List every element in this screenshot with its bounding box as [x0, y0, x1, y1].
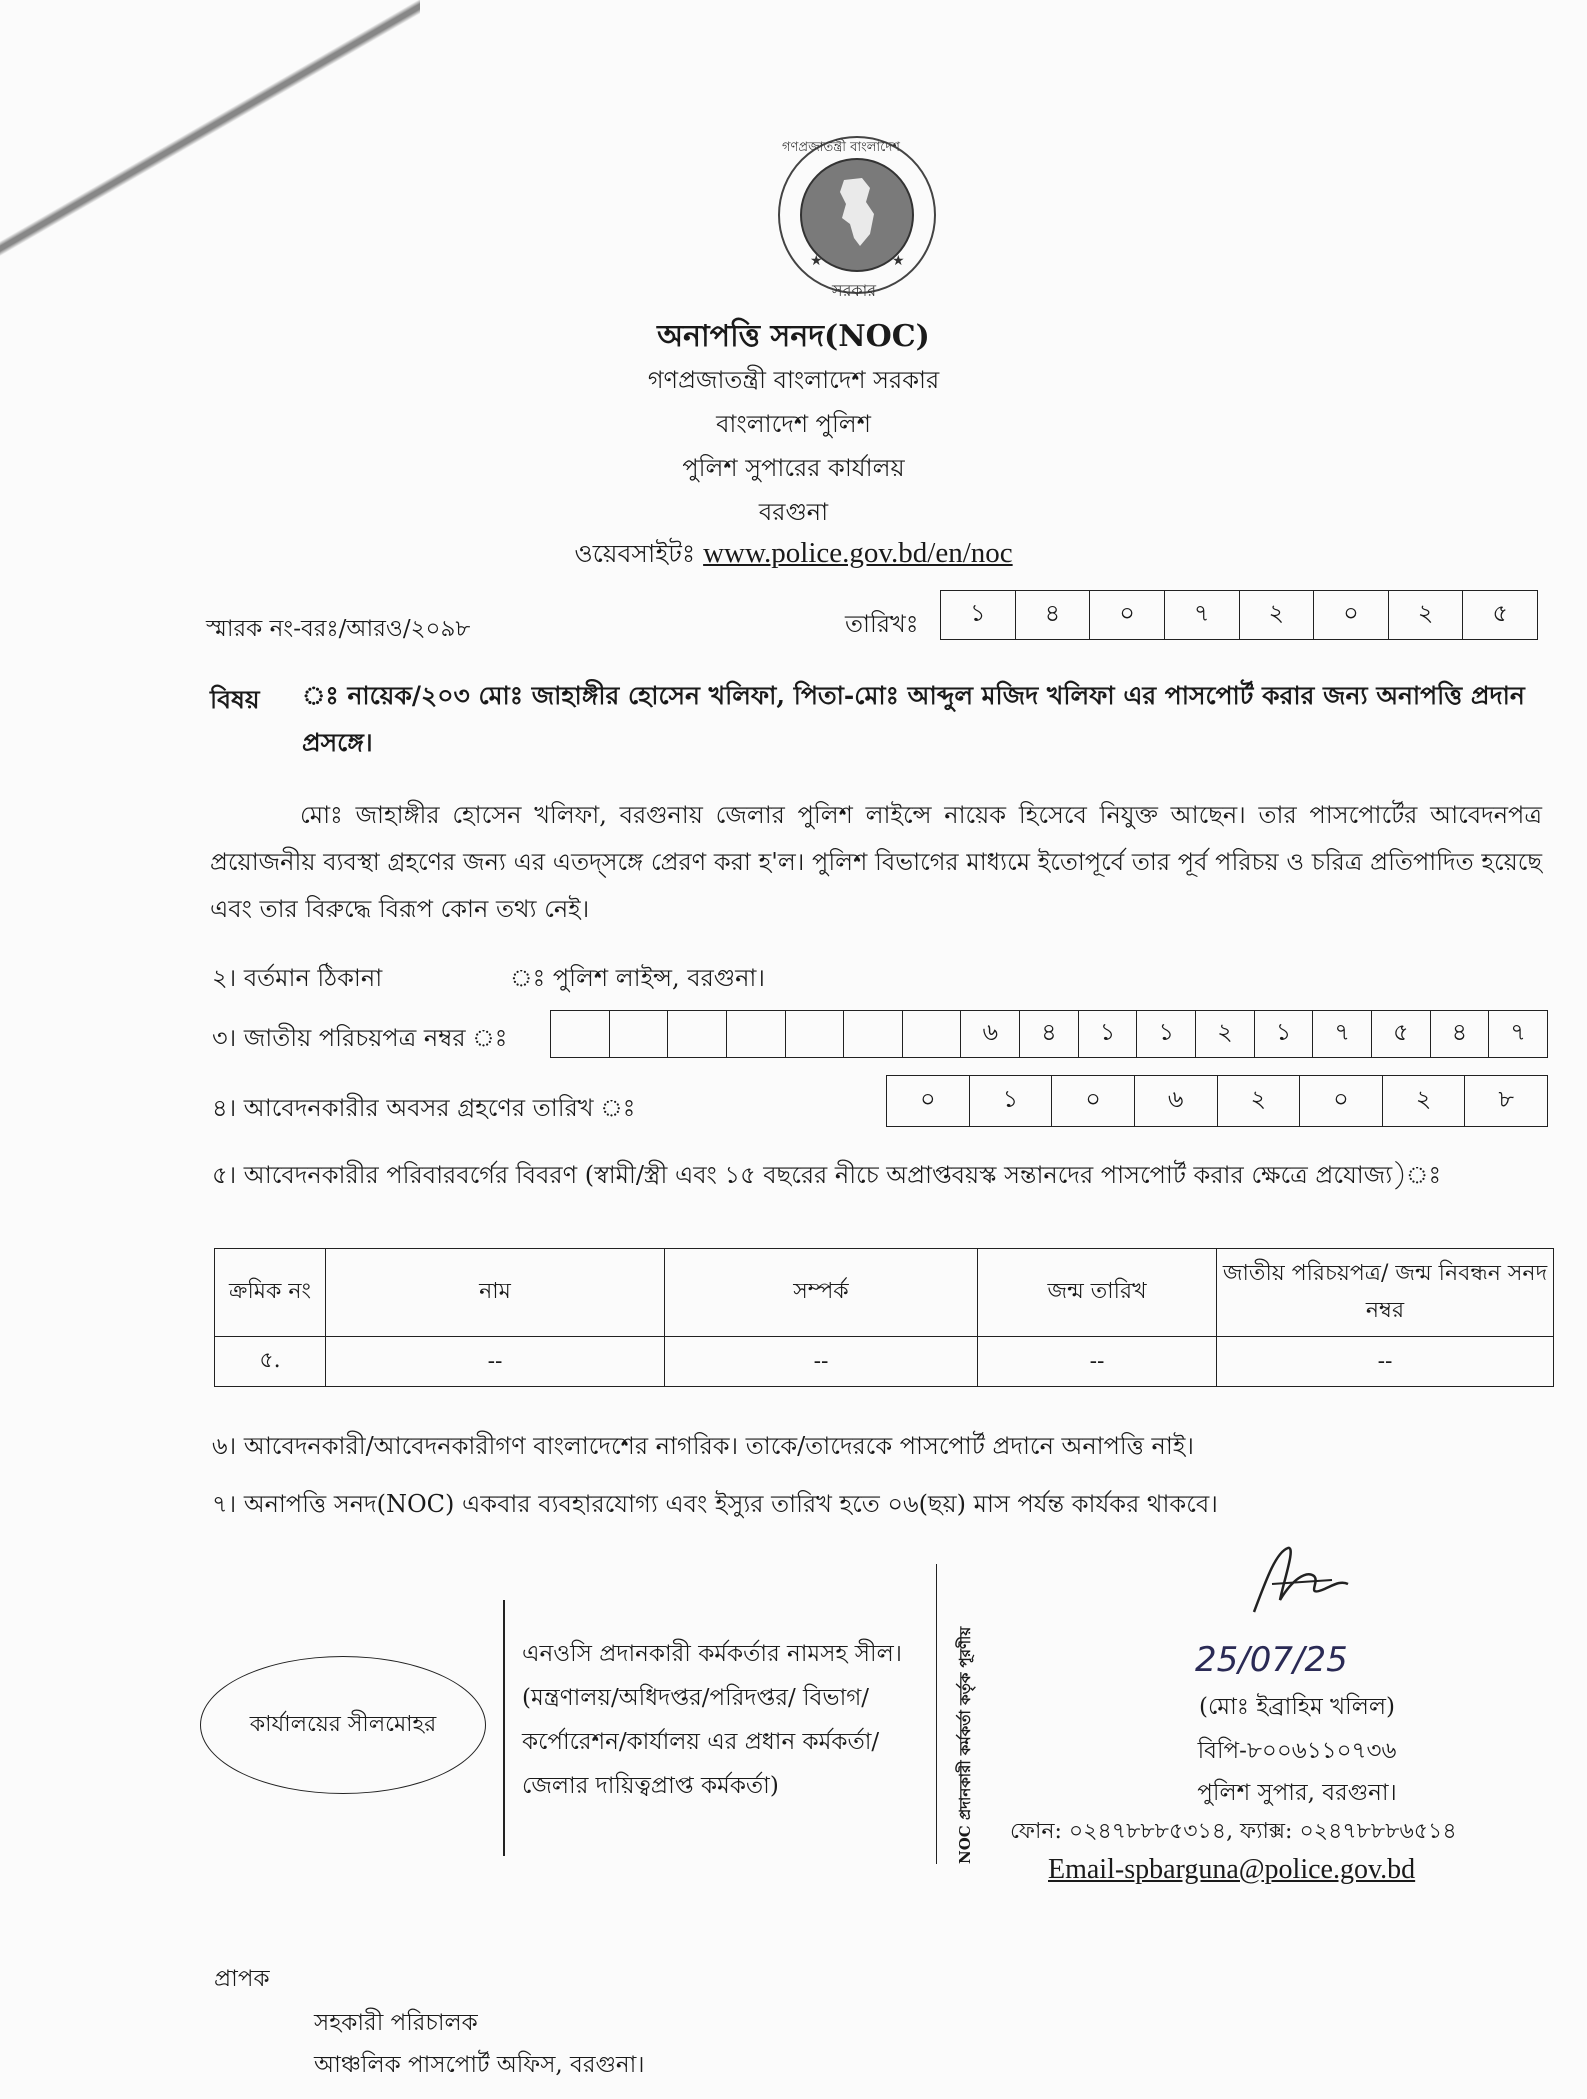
- body-paragraph: মোঃ জাহাঙ্গীর হোসেন খলিফা, বরগুনায় জেলার পুলিশ লাইন্সে নায়েক হিসেবে নিযুক্ত আছেন। তার পাসপোর্টের আবেদনপত্র প্রয়োজনীয় ব্যবস্থা গ্রহণের জন্য এর এতদ্সঙ্গে প্রেরণ করা হ'ল। পুলিশ বিভাগের মাধ্যমে ইতোপূর্বে তার পূর্ব পরিচয় ও চরিত্র প্রতিপাদিত হয়েছে এবং তার বিরুদ্ধে বিরূপ কোন তথ্য নেই।: [210, 801, 1542, 923]
- signatory-name: (মোঃ ইব্রাহিম খলিল): [1199, 1694, 1395, 1720]
- table-row: [215, 1337, 1554, 1387]
- digit-box: ৪: [1016, 591, 1091, 639]
- digit-box: ৮: [1498, 1085, 1514, 1113]
- signatory-contact: ফোন: ০২৪৭৮৮৮৫৩১৪, ফ্যাক্স: ০২৪৭৮৮৮৬৫১৪: [1010, 1819, 1457, 1844]
- digit-box: ৫: [1372, 1011, 1431, 1057]
- vertical-divider: [936, 1564, 941, 1864]
- recipient-label: প্রাপক: [214, 1966, 270, 1992]
- website-label: ওয়েবসাইটঃ: [574, 539, 696, 568]
- digit-box: ০: [1090, 591, 1165, 639]
- digit-box: ২: [1383, 1076, 1466, 1126]
- subject-text: ঃ নায়েক/২০৩ মোঃ জাহাঙ্গীর হোসেন খলিফা, পিতা-মোঃ আব্দুল মজিদ খলিফা এর পাসপোর্ট করার জন্য অনাপত্তি প্রদান প্রসঙ্গে।: [302, 681, 1525, 757]
- digit-box: ৫: [1492, 599, 1508, 627]
- col-serial: ক্রমিক নং: [215, 1249, 326, 1337]
- document-title: অনাপত্তি সনদ(NOC): [657, 319, 930, 354]
- digit-box: ০: [1300, 1076, 1383, 1126]
- retirement-date-digit-boxes: [886, 1075, 1548, 1127]
- digit-box: [727, 1011, 786, 1057]
- recipient-title: সহকারী পরিচালক: [314, 2010, 478, 2036]
- digit-box: [903, 1011, 962, 1057]
- date-label: তারিখঃ: [845, 610, 919, 638]
- government-emblem: [762, 130, 952, 305]
- table-cell: --: [978, 1337, 1217, 1387]
- digit-box: ৭: [1510, 1018, 1526, 1046]
- table-cell: --: [326, 1337, 665, 1387]
- digit-box: [786, 1011, 845, 1057]
- svg-text:★: ★: [892, 253, 905, 269]
- nid-label: ৩। জাতীয় পরিচয়পত্র নম্বর ঃ: [212, 1024, 508, 1052]
- table-cell: --: [1217, 1337, 1554, 1387]
- vertical-note: NOC প্রদানকারী কর্মকর্তা কর্তৃক পূরণীয়: [956, 1626, 974, 1864]
- digit-box: ১: [1079, 1011, 1138, 1057]
- website-link[interactable]: www.police.gov.bd/en/noc: [703, 537, 1013, 569]
- officer-seal-instruction: এনওসি প্রদানকারী কর্মকর্তার নামসহ সীল। (মন্ত্রণালয়/অধিদপ্তর/পরিদপ্তর/ বিভাগ/কর্পোরেশন/কার্যালয় এর প্রধান কর্মকর্তা/জেলার দায়িত্বপ্রাপ্ত কর্মকর্তা): [522, 1641, 902, 1799]
- table-cell: --: [665, 1337, 978, 1387]
- website-line: [0, 534, 1587, 577]
- digit-box: ৭: [1165, 591, 1240, 639]
- header-office: পুলিশ সুপারের কার্যালয়: [682, 454, 905, 482]
- col-nid-birth-cert: জাতীয় পরিচয়পত্র/ জন্ম নিবন্ধন সনদ নম্বর: [1217, 1249, 1554, 1337]
- handwritten-date: 25/07/25: [1195, 1640, 1348, 1680]
- digit-box: ১: [970, 1076, 1053, 1126]
- validity-statement: ৭। অনাপত্তি সনদ(NOC) একবার ব্যবহারযোগ্য এবং ইস্যুর তারিখ হতে ০৬(ছয়) মাস পর্যন্ত কার্যকর থাকবে।: [212, 1490, 1218, 1518]
- date-digit-boxes: [940, 590, 1538, 640]
- digit-box: ৪: [1431, 1011, 1490, 1057]
- current-address-label: ২। বর্তমান ঠিকানা: [212, 964, 383, 992]
- digit-box: [610, 1011, 669, 1057]
- digit-box: ১: [941, 591, 1016, 639]
- signatory-bp-number: বিপি-৮০০৬১১০৭৩৬: [1197, 1738, 1397, 1764]
- family-table: [214, 1248, 1554, 1387]
- digit-box: ৬: [961, 1011, 1020, 1057]
- digit-box: ৭: [1313, 1011, 1372, 1057]
- digit-box: ০: [1052, 1076, 1135, 1126]
- digit-box: [551, 1011, 610, 1057]
- paper-fold-mark: [0, 0, 420, 260]
- table-cell: ৫.: [215, 1337, 326, 1387]
- current-address-value: ঃ পুলিশ লাইন্স, বরগুনা।: [510, 964, 765, 992]
- digit-box: ৬: [1135, 1076, 1218, 1126]
- nid-digit-boxes: [550, 1010, 1548, 1058]
- subject-label: বিষয়: [210, 685, 260, 714]
- emblem-text-top: গণপ্রজাতন্ত্রী বাংলাদেশ: [782, 140, 900, 155]
- header-government: গণপ্রজাতন্ত্রী বাংলাদেশ সরকার: [647, 366, 940, 394]
- recipient-office: আঞ্চলিক পাসপোর্ট অফিস, বরগুনা।: [314, 2052, 645, 2078]
- col-birth-date: জন্ম তারিখ: [978, 1249, 1217, 1337]
- digit-box: ০: [1314, 591, 1389, 639]
- digit-box: ১: [1137, 1011, 1196, 1057]
- retirement-date-label: ৪। আবেদনকারীর অবসর গ্রহণের তারিখ ঃ: [212, 1094, 636, 1122]
- family-details-intro: ৫। আবেদনকারীর পরিবারবর্গের বিবরণ (স্বামী/স্ত্রী এবং ১৫ বছরের নীচে অপ্রাপ্তবয়স্ক সন্তানদের পাসপোর্ট করার ক্ষেত্রে প্রযোজ্য)ঃ: [212, 1161, 1442, 1189]
- seal-divider: [503, 1600, 505, 1856]
- emblem-text-bottom: সরকার: [832, 281, 877, 300]
- svg-text:★: ★: [810, 253, 823, 269]
- office-seal-placeholder: কার্যালয়ের সীলমোহর: [200, 1656, 486, 1794]
- header-district: বরগুনা: [758, 498, 829, 526]
- signatory-email[interactable]: Email-spbarguna@police.gov.bd: [1048, 1854, 1416, 1885]
- col-relation: সম্পর্ক: [665, 1249, 978, 1337]
- signatory-designation: পুলিশ সুপার, বরগুনা।: [1197, 1780, 1397, 1806]
- digit-box: ১: [1255, 1011, 1314, 1057]
- digit-box: ২: [1389, 591, 1464, 639]
- digit-box: [844, 1011, 903, 1057]
- digit-box: ০: [887, 1076, 970, 1126]
- header-police: বাংলাদেশ পুলিশ: [716, 410, 871, 438]
- memo-number: স্মারক নং-বরঃ/আরও/২০৯৮: [206, 616, 471, 642]
- signature: [1236, 1540, 1356, 1620]
- digit-box: ৪: [1020, 1011, 1079, 1057]
- digit-box: ২: [1240, 591, 1315, 639]
- digit-box: [668, 1011, 727, 1057]
- digit-box: ২: [1196, 1011, 1255, 1057]
- digit-box: ২: [1218, 1076, 1301, 1126]
- col-name: নাম: [326, 1249, 665, 1337]
- citizenship-statement: ৬। আবেদনকারী/আবেদনকারীগণ বাংলাদেশের নাগরিক। তাকে/তাদেরকে পাসপোর্ট প্রদানে অনাপত্তি নাই।: [212, 1432, 1194, 1460]
